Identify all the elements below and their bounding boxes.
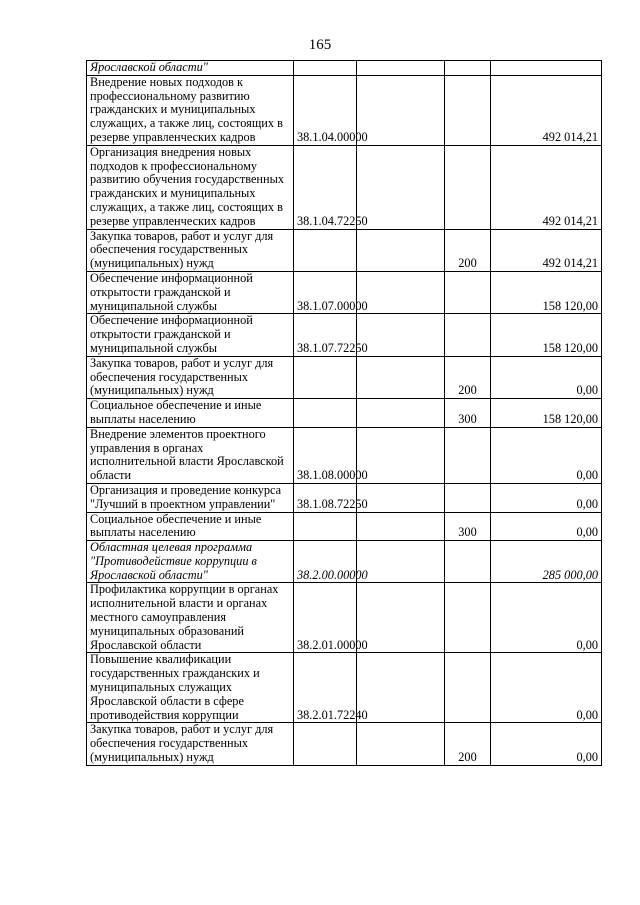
row-expense-type-cell: [445, 541, 491, 583]
row-expense-type-cell: 200: [445, 356, 491, 398]
table-row: [87, 583, 602, 653]
row-code-cell: 38.1.08.72250: [294, 483, 357, 512]
row-amount-cell: 158 120,00: [491, 314, 602, 356]
row-name-cell: Ярославской области": [87, 61, 294, 76]
row-amount-cell: 0,00: [491, 427, 602, 483]
budget-table: [86, 60, 602, 766]
table-row: [87, 229, 602, 271]
row-expense-type-cell: [445, 61, 491, 76]
row-expense-type-cell: [445, 483, 491, 512]
row-name-cell: Закупка товаров, работ и услуг для обеспечения государственных (муниципальных) нужд: [87, 356, 294, 398]
row-code-cell: [294, 399, 357, 428]
row-name-cell: Повышение квалификации государственных гражданских и муниципальных служащих Ярославской области в сфере противодействия коррупции: [87, 653, 294, 723]
row-name-cell: Организация внедрения новых подходов к профессиональному развитию обучения государственных гражданских и муниципальных служащих, а также лиц, состоящих в резерве управленческих кадров: [87, 145, 294, 229]
row-expense-type-cell: 200: [445, 723, 491, 765]
row-expense-type-cell: 300: [445, 399, 491, 428]
row-code-cell: 38.2.01.00000: [294, 583, 357, 653]
row-extra-cell: [357, 61, 445, 76]
table-row: [87, 75, 602, 145]
row-expense-type-cell: [445, 75, 491, 145]
row-extra-cell: [357, 512, 445, 541]
row-extra-cell: [357, 75, 445, 145]
row-code-cell: [294, 61, 357, 76]
table-row: [87, 399, 602, 428]
row-expense-type-cell: [445, 271, 491, 313]
row-expense-type-cell: [445, 314, 491, 356]
row-code-cell: 38.2.01.72240: [294, 653, 357, 723]
row-expense-type-cell: [445, 145, 491, 229]
row-extra-cell: [357, 229, 445, 271]
row-expense-type-cell: [445, 583, 491, 653]
row-expense-type-cell: 300: [445, 512, 491, 541]
table-row: [87, 541, 602, 583]
row-amount-cell: [491, 61, 602, 76]
table-row: [87, 314, 602, 356]
table-row: [87, 427, 602, 483]
row-amount-cell: 0,00: [491, 583, 602, 653]
row-code-cell: 38.1.08.00000: [294, 427, 357, 483]
row-code-cell: [294, 723, 357, 765]
row-name-cell: Социальное обеспечение и иные выплаты населению: [87, 399, 294, 428]
row-expense-type-cell: [445, 653, 491, 723]
row-amount-cell: 0,00: [491, 483, 602, 512]
row-extra-cell: [357, 653, 445, 723]
row-name-cell: Обеспечение информационной открытости гражданской и муниципальной службы: [87, 314, 294, 356]
row-amount-cell: 492 014,21: [491, 145, 602, 229]
row-extra-cell: [357, 483, 445, 512]
row-extra-cell: [357, 399, 445, 428]
row-amount-cell: 0,00: [491, 512, 602, 541]
table-row: [87, 512, 602, 541]
row-code-cell: [294, 356, 357, 398]
row-name-cell: Областная целевая программа "Противодействие коррупции в Ярославской области": [87, 541, 294, 583]
row-extra-cell: [357, 583, 445, 653]
table-row: [87, 723, 602, 765]
row-amount-cell: 0,00: [491, 723, 602, 765]
table-row: [87, 145, 602, 229]
table-row: [87, 356, 602, 398]
row-expense-type-cell: 200: [445, 229, 491, 271]
table-row: [87, 653, 602, 723]
row-amount-cell: 0,00: [491, 356, 602, 398]
row-code-cell: [294, 512, 357, 541]
row-amount-cell: 492 014,21: [491, 229, 602, 271]
row-name-cell: Профилактика коррупции в органах исполнительной власти и органах местного самоуправления муниципальных образований Ярославской области: [87, 583, 294, 653]
row-extra-cell: [357, 427, 445, 483]
row-amount-cell: 158 120,00: [491, 399, 602, 428]
row-extra-cell: [357, 541, 445, 583]
row-expense-type-cell: [445, 427, 491, 483]
row-code-cell: 38.1.04.00000: [294, 75, 357, 145]
row-amount-cell: 492 014,21: [491, 75, 602, 145]
row-amount-cell: 0,00: [491, 653, 602, 723]
row-code-cell: 38.2.00.00000: [294, 541, 357, 583]
table-row: [87, 271, 602, 313]
row-code-cell: [294, 229, 357, 271]
row-amount-cell: 285 000,00: [491, 541, 602, 583]
row-name-cell: Обеспечение информационной открытости гражданской и муниципальной службы: [87, 271, 294, 313]
row-amount-cell: 158 120,00: [491, 271, 602, 313]
row-extra-cell: [357, 271, 445, 313]
row-code-cell: 38.1.04.72250: [294, 145, 357, 229]
row-name-cell: Внедрение новых подходов к профессиональному развитию гражданских и муниципальных служащих, а также лиц, состоящих в резерве управленческих кадров: [87, 75, 294, 145]
row-extra-cell: [357, 356, 445, 398]
row-name-cell: Закупка товаров, работ и услуг для обеспечения государственных (муниципальных) нужд: [87, 723, 294, 765]
page-number: 165: [308, 37, 332, 53]
row-name-cell: Организация и проведение конкурса "Лучший в проектном управлении": [87, 483, 294, 512]
row-extra-cell: [357, 314, 445, 356]
row-extra-cell: [357, 723, 445, 765]
row-extra-cell: [357, 145, 445, 229]
row-name-cell: Социальное обеспечение и иные выплаты населению: [87, 512, 294, 541]
row-code-cell: 38.1.07.72250: [294, 314, 357, 356]
row-name-cell: Внедрение элементов проектного управления в органах исполнительной власти Ярославской области: [87, 427, 294, 483]
row-code-cell: 38.1.07.00000: [294, 271, 357, 313]
row-name-cell: Закупка товаров, работ и услуг для обеспечения государственных (муниципальных) нужд: [87, 229, 294, 271]
table-row: [87, 483, 602, 512]
table-row: [87, 61, 602, 76]
